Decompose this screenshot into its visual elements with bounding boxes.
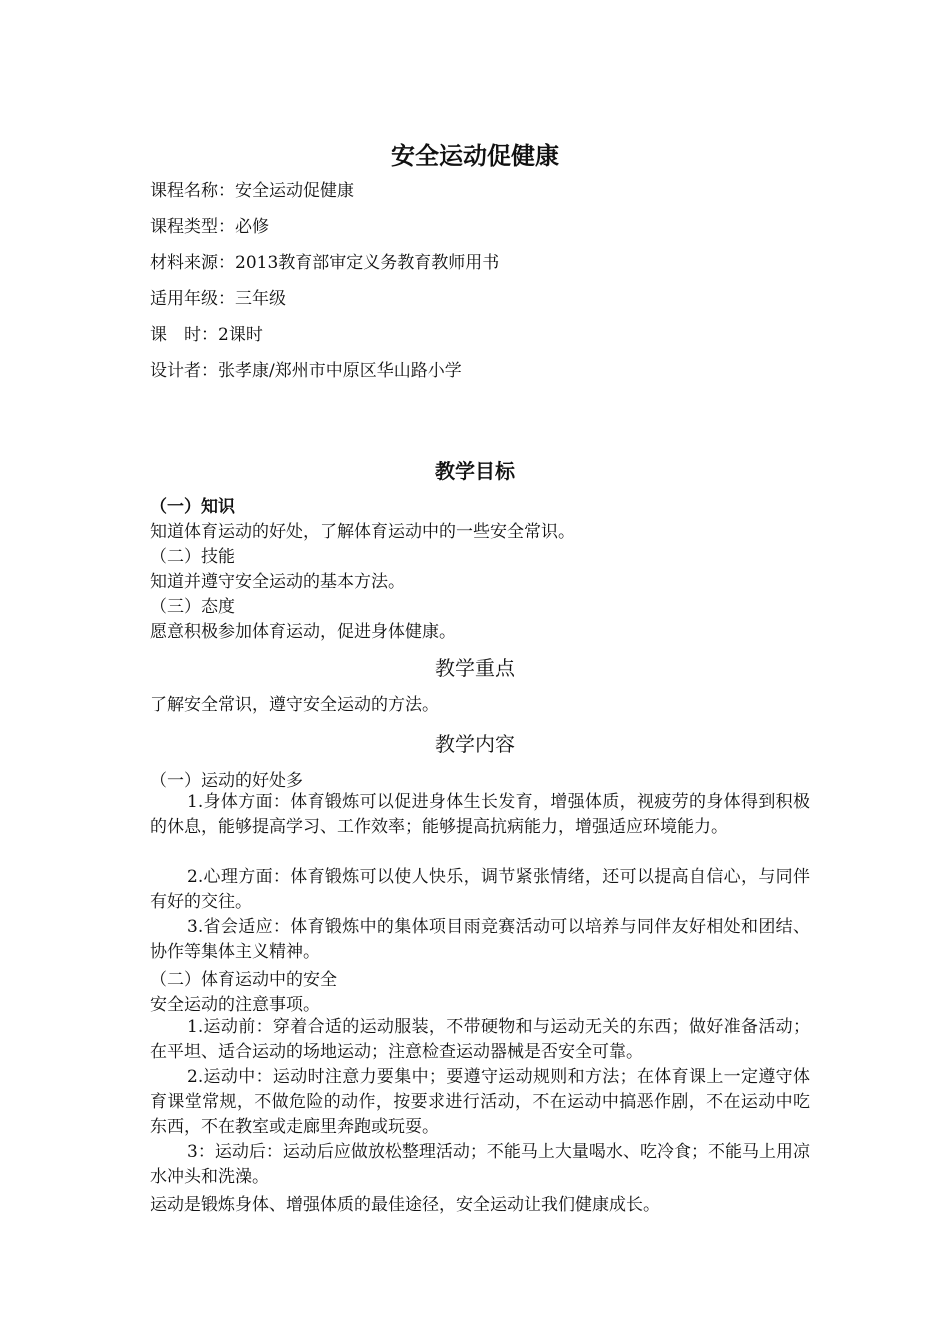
course-type: 课程类型：必修 bbox=[150, 217, 269, 237]
attitude-label: （三）态度 bbox=[150, 597, 235, 617]
skill-text: 知道并遵守安全运动的基本方法。 bbox=[150, 572, 405, 592]
class-hours: 课 时：2课时 bbox=[150, 325, 263, 345]
part2-intro: 安全运动的注意事项。 bbox=[150, 995, 320, 1015]
part2-item-1: 1.运动前：穿着合适的运动服装，不带硬物和与运动无关的东西；做好准备活动；在平坦、适合运动的场地运动；注意检查运动器械是否安全可靠。 bbox=[150, 1017, 810, 1062]
document-title: 安全运动促健康 bbox=[391, 142, 559, 170]
part1-item-1: 1.身体方面：体育锻炼可以促进身体生长发育，增强体质，视疲劳的身体得到积极的休息，能够提高学习、工作效率；能够提高抗病能力，增强适应环境能力。 bbox=[150, 792, 810, 837]
knowledge-label: （一）知识 bbox=[150, 497, 235, 517]
grade-level: 适用年级：三年级 bbox=[150, 289, 286, 309]
part2-item-3: 3：运动后：运动后应做放松整理活动；不能马上大量喝水、吃冷食；不能马上用凉水冲头和洗澡。 bbox=[150, 1142, 810, 1187]
course-name: 课程名称：安全运动促健康 bbox=[150, 181, 354, 201]
part1-item-3: 3.省会适应：体育锻炼中的集体项目雨竞赛活动可以培养与同伴友好相处和团结、协作等集体主义精神。 bbox=[150, 917, 810, 962]
closing-sentence: 运动是锻炼身体、增强体质的最佳途径，安全运动让我们健康成长。 bbox=[150, 1195, 660, 1215]
attitude-text: 愿意积极参加体育运动，促进身体健康。 bbox=[150, 622, 456, 642]
part1-item-2: 2.心理方面：体育锻炼可以使人快乐，调节紧张情绪，还可以提高自信心，与同伴有好的交往。 bbox=[150, 867, 810, 912]
material-source: 材料来源：2013教育部审定义务教育教师用书 bbox=[150, 253, 500, 273]
knowledge-text: 知道体育运动的好处，了解体育运动中的一些安全常识。 bbox=[150, 522, 575, 542]
designer: 设计者：张孝康/郑州市中原区华山路小学 bbox=[150, 361, 462, 381]
key-points-text: 了解安全常识，遵守安全运动的方法。 bbox=[150, 695, 439, 715]
skill-label: （二）技能 bbox=[150, 547, 235, 567]
key-points-heading: 教学重点 bbox=[435, 656, 515, 680]
part2-item-2: 2.运动中：运动时注意力要集中；要遵守运动规则和方法；在体育课上一定遵守体育课堂常规，不做危险的动作，按要求进行活动，不在运动中搞恶作剧，不在运动中吃东西，不在教室或走廊里奔跑或玩耍。 bbox=[150, 1067, 810, 1137]
part2-label: （二）体育运动中的安全 bbox=[150, 970, 337, 990]
part1-label: （一）运动的好处多 bbox=[150, 771, 303, 791]
objectives-heading: 教学目标 bbox=[435, 459, 515, 483]
content-heading: 教学内容 bbox=[435, 732, 515, 756]
